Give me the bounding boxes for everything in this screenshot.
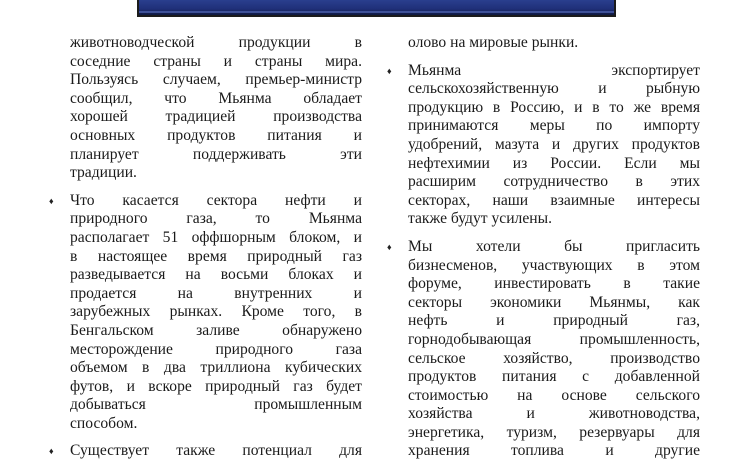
text-line: основных продуктов питания и: [70, 126, 362, 144]
text-line: разведывается на восьми блоках и: [70, 266, 362, 284]
text-line: ♦ Существует также потенциал для: [70, 442, 362, 460]
text-line: в настоящее время природный газ: [70, 247, 362, 265]
text-line: Бенгальском заливе обнаружено: [70, 321, 362, 339]
text-line: располагает 51 оффшорным блоком, и: [70, 228, 362, 246]
text-line: соседние страны и страны мира.: [70, 52, 362, 70]
photo-top: [137, 0, 616, 17]
text-line: также будут усилены.: [408, 210, 552, 228]
text-line: секторы экономики Мьянмы, как: [408, 293, 700, 311]
text-line: принимаются меры по импорту: [408, 117, 700, 135]
text-line: ♦ Мьянма экспортирует: [408, 61, 700, 79]
text-line: животноводческой продукции в: [70, 34, 362, 51]
left-continuation-paragraph: [70, 34, 362, 183]
text-line: хозяйства и животноводства,: [408, 405, 700, 423]
text-line: нефть и природный газ,: [408, 312, 700, 330]
text-line: горнодобывающая промышленность,: [408, 330, 700, 348]
text-line: продается на внутренних и: [70, 284, 362, 302]
left-column: [70, 34, 362, 460]
text-line: удобрений, мазута и других продуктов: [408, 135, 700, 153]
text-line: энергетика, туризм, резервуары для: [408, 423, 700, 441]
text-line: зарубежных рынках. Кроме того, в: [70, 303, 362, 321]
bullet-invitation: [408, 238, 700, 460]
bullet-potential: [70, 442, 362, 460]
text-line: объемом в два триллиона кубических: [70, 359, 362, 377]
text-line: традиции.: [70, 164, 137, 182]
text-line: сельское хозяйство, производство: [408, 349, 700, 367]
text-line: олово на мировые рынки.: [408, 34, 579, 51]
text-line: продуктов питания с добавленной: [408, 368, 700, 386]
bullet-oil-gas: [70, 192, 362, 434]
text-line: продукцию в Россию, и в то же время: [408, 98, 700, 116]
text-line: добываться промышленным: [70, 396, 362, 414]
text-line: хранения топлива и другие: [408, 442, 700, 460]
text-line: месторождение природного газа: [70, 340, 362, 358]
text-line: природного газа, то Мьянма: [70, 210, 362, 228]
bullet-export-russia: [408, 62, 700, 229]
text-line: стоимостью на основе сельского: [408, 386, 700, 404]
text-line: сельскохозяйственную и рыбную: [408, 80, 700, 98]
text-line: бизнесменов, участвующих в этом: [408, 256, 700, 274]
text-line: ♦ Мы хотели бы пригласить: [408, 237, 700, 255]
text-line: нефтехимии из России. Если мы: [408, 154, 700, 172]
text-line: хорошей традицией производства: [70, 108, 362, 126]
right-continuation-paragraph: [408, 34, 700, 53]
text-line: расширим сотрудничество в этих: [408, 173, 700, 191]
text-line: планирует поддерживать эти: [70, 145, 362, 163]
text-line: секторах, наши взаимные интересы: [408, 191, 700, 209]
text-line: форуме, инвестировать в такие: [408, 275, 700, 293]
text-line: Пользуясь случаем, премьер-министр: [70, 71, 362, 89]
text-line: способом.: [70, 414, 138, 432]
text-line: футов, и вскоре природный газ будет: [70, 377, 362, 395]
text-line: ♦ Что касается сектора нефти и: [70, 191, 362, 209]
text-line: сообщил, что Мьянма обладает: [70, 89, 362, 107]
right-column: [408, 34, 700, 460]
